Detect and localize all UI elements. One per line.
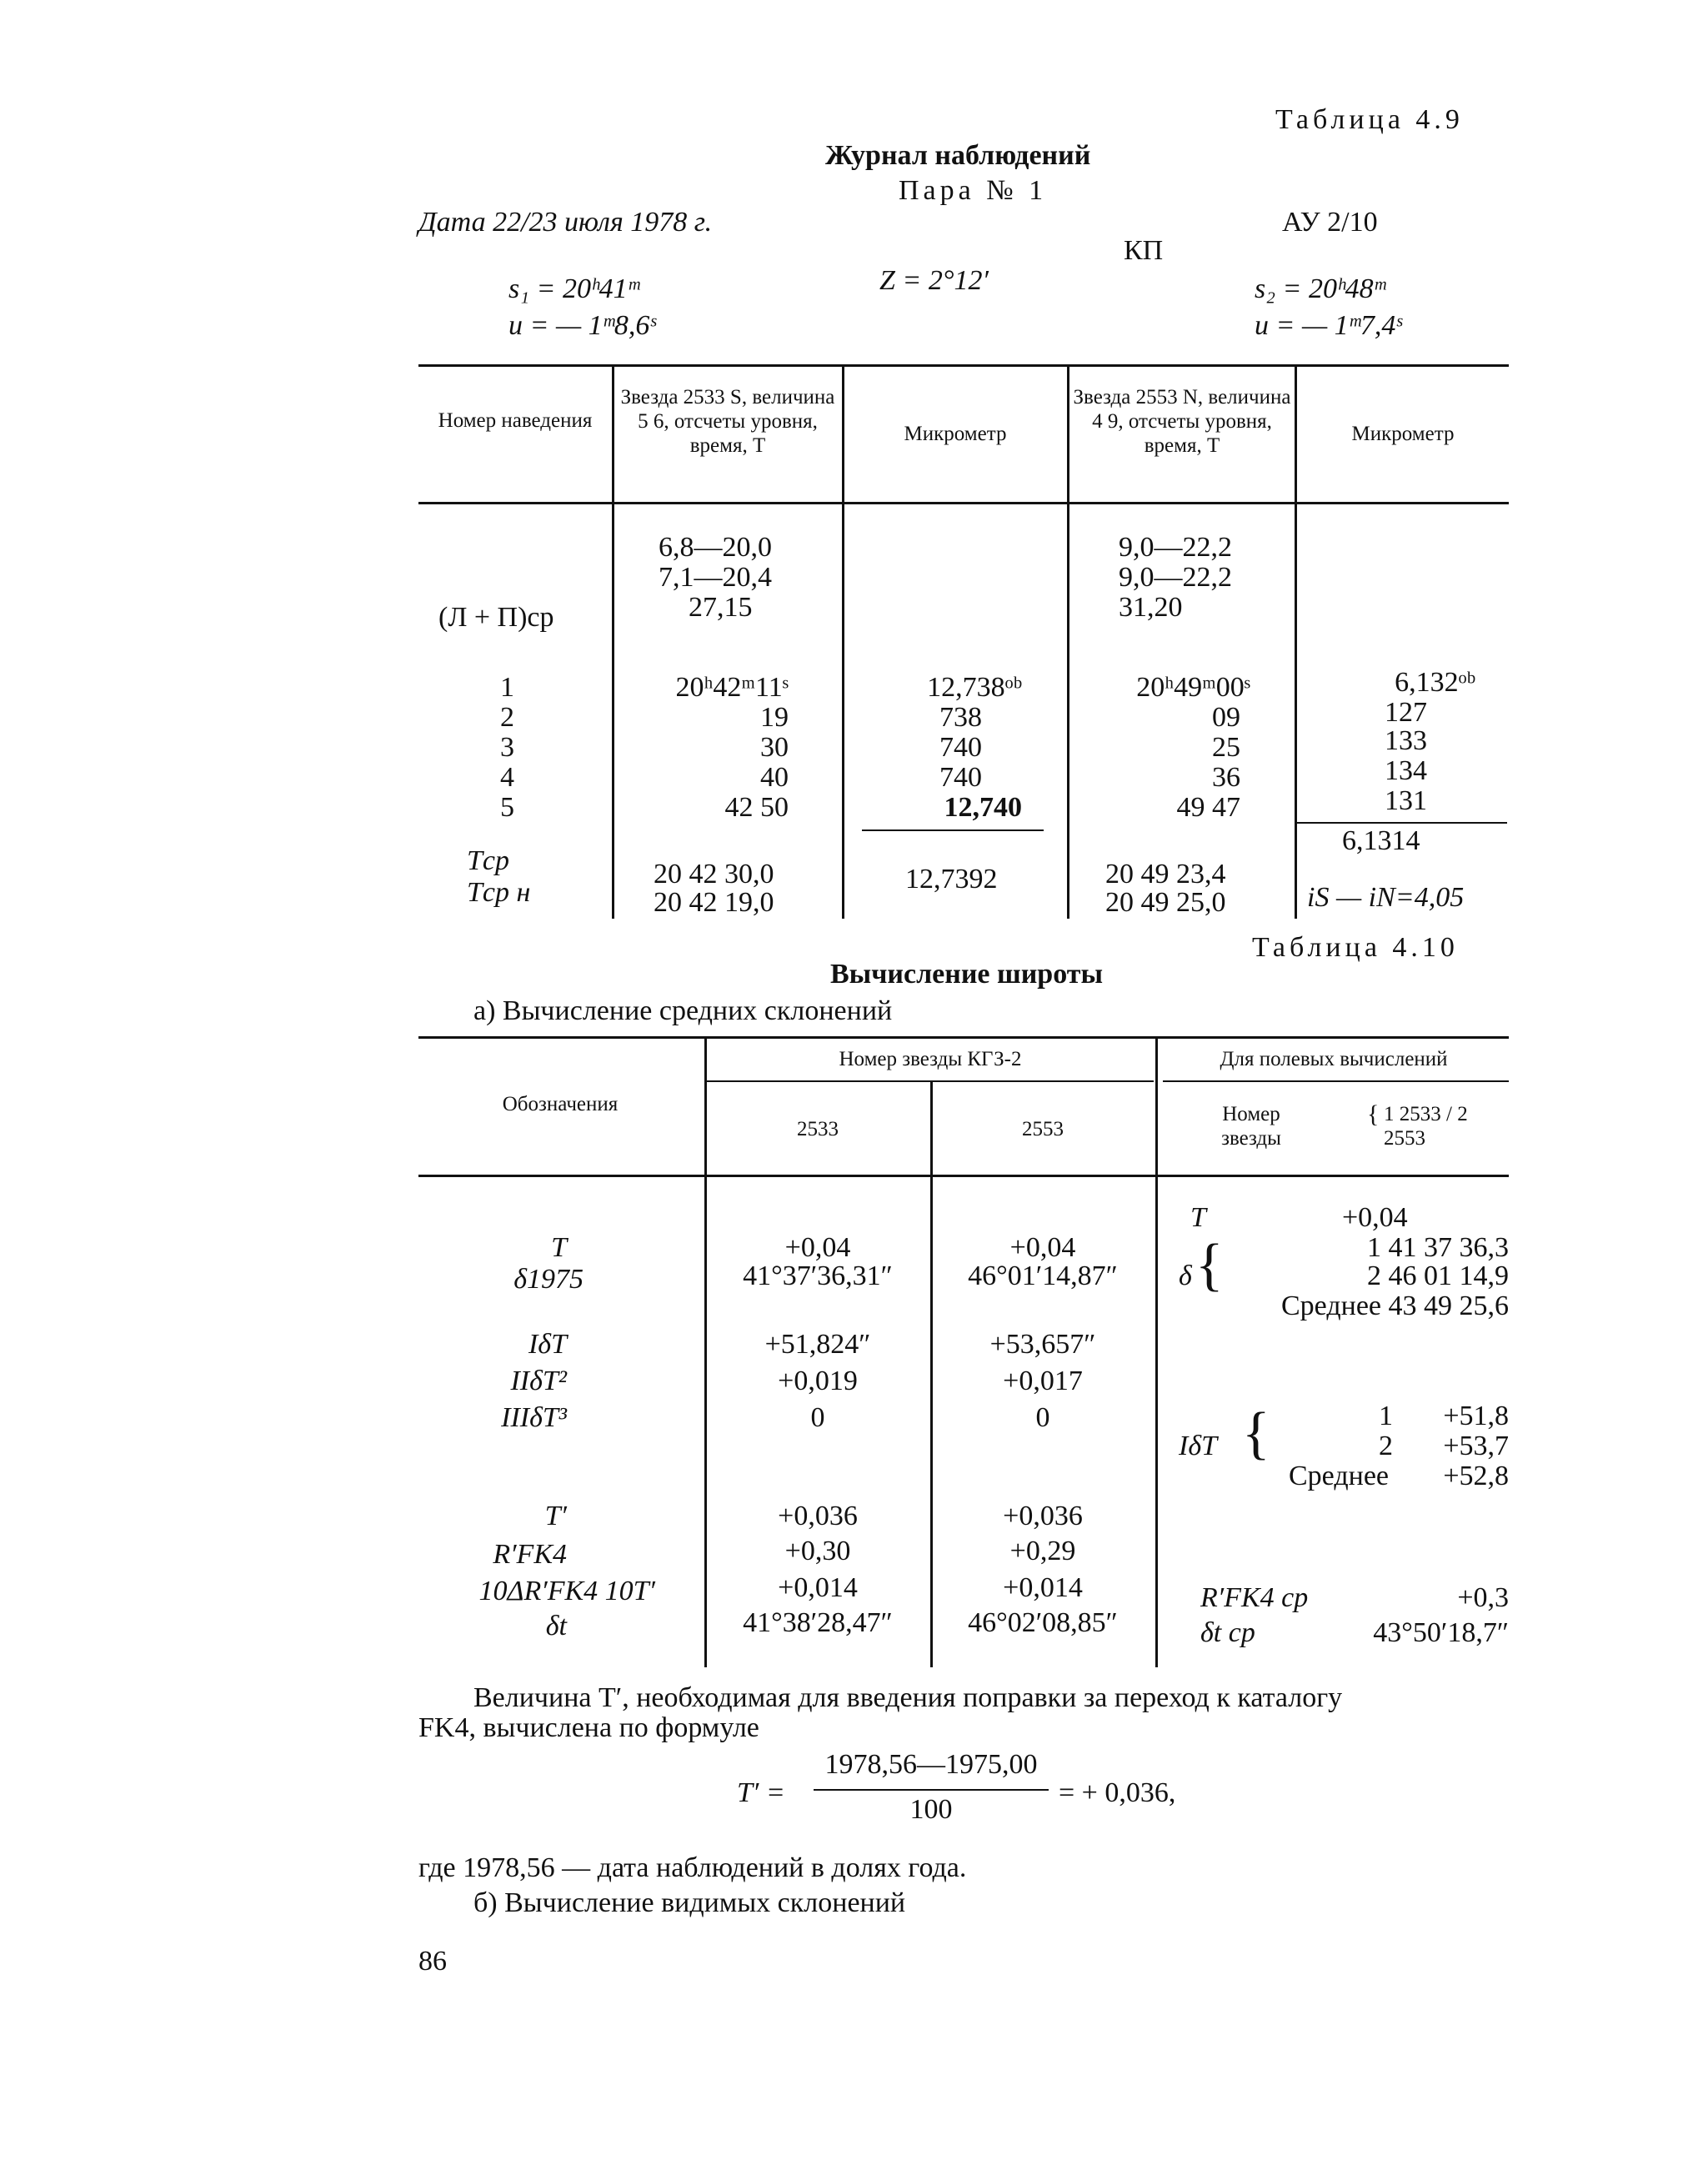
field-r-value: +0,3 (1457, 1582, 1509, 1613)
micrometer-s: 738 (939, 702, 982, 733)
designation: δt (545, 1611, 567, 1641)
field-idt-1-val: +51,8 (1443, 1401, 1509, 1431)
value-2533: 41°37′36,31″ (743, 1260, 893, 1291)
table-4-10-top-rule (418, 1036, 1509, 1039)
designation: R′FK4 (493, 1539, 567, 1570)
micrometer-n: 134 (1385, 755, 1427, 786)
header-star-label: Номер звезды (1221, 1103, 1281, 1150)
row-number: 3 (500, 732, 514, 763)
time-n: 25 (1212, 732, 1240, 763)
table-4-10-label: Таблица 4.10 (1252, 932, 1459, 963)
value-2533: +51,824″ (764, 1329, 871, 1360)
s2-value: s₂ = 20ʰ48ᵐ (1255, 273, 1385, 304)
paragraph-1: Величина T′, необходимая для введения поправки за переход к каталогу (473, 1682, 1343, 1713)
field-idt-brace: { (1242, 1401, 1270, 1466)
designation: IIδT² (510, 1366, 567, 1396)
fraction-bar (814, 1789, 1049, 1791)
level-mean-label: (Л + П)ср (438, 602, 554, 633)
table-4-9-header-rule (418, 502, 1509, 504)
pair-number: Пара № 1 (899, 175, 1048, 206)
page-number: 86 (418, 1946, 447, 1977)
field-dt-value: 43°50′18,7″ (1373, 1617, 1509, 1648)
micrometer-mean-s: 12,7392 (905, 864, 998, 895)
time-s: 30 (760, 732, 789, 763)
micrometer-n: 6,132ᵒᵇ (1395, 667, 1475, 698)
field-idt-mean-val: +52,8 (1443, 1461, 1509, 1491)
t-mean-n-s: 20 42 19,0 (654, 887, 774, 918)
value-2533: 41°38′28,47″ (743, 1607, 893, 1638)
level-s-2: 7,1—20,4 (659, 562, 772, 593)
table-4-10-subtitle: а) Вычисление средних склонений (473, 995, 893, 1026)
u1-value: u = — 1ᵐ8,6ˢ (508, 310, 656, 341)
field-idt-1-num: 1 (1379, 1401, 1393, 1431)
row-number: 2 (500, 702, 514, 733)
level-s-1: 6,8—20,0 (659, 532, 772, 563)
header-micrometer-1: Микрометр (904, 423, 1007, 445)
table-4-9-divider (1067, 367, 1069, 919)
header-2553: 2553 (1022, 1118, 1064, 1140)
row-number: 1 (500, 672, 514, 703)
table-4-9-title: Журнал наблюдений (825, 140, 1091, 171)
level-s-mean: 27,15 (689, 592, 753, 623)
star-number-rule (705, 1080, 1154, 1082)
value-2533: +0,036 (778, 1501, 858, 1531)
formula-lhs: T′ = (737, 1777, 785, 1808)
designation: IδT (528, 1329, 567, 1360)
time-n: 36 (1212, 762, 1240, 793)
table-4-10-divider (1155, 1039, 1158, 1667)
value-2533: 0 (810, 1402, 825, 1433)
value-2553: +0,29 (1009, 1536, 1076, 1566)
field-delta-brace: { (1195, 1233, 1224, 1297)
header-designations: Обозначения (502, 1093, 619, 1115)
header-star-2553: Звезда 2553 N, величина 4 9, отсчеты уровня, время, T (1073, 386, 1291, 457)
field-delta-label: δ (1179, 1260, 1192, 1291)
field-idt-mean-label: Среднее (1289, 1461, 1389, 1491)
level-n-mean: 31,20 (1119, 592, 1183, 623)
designation: T (551, 1232, 567, 1263)
value-2533: +0,019 (778, 1366, 858, 1396)
micrometer-n: 131 (1385, 785, 1427, 816)
level-n-2: 9,0—22,2 (1119, 562, 1232, 593)
micrometer-s: 740 (939, 762, 982, 793)
micrometer-s: 740 (939, 732, 982, 763)
field-delta-mean: Среднее 43 49 25,6 (1281, 1290, 1509, 1321)
table-4-9-divider (612, 367, 614, 919)
table-4-9-divider (1295, 367, 1297, 919)
header-star-number: Номер звезды КГЗ-2 (839, 1048, 1022, 1070)
value-2553: 46°02′08,85″ (968, 1607, 1118, 1638)
field-delta-2: 2 46 01 14,9 (1367, 1260, 1509, 1291)
kp-label: КП (1124, 235, 1164, 266)
table-4-10-header-rule (418, 1175, 1509, 1177)
t-mean-n-n: 20 49 25,0 (1105, 887, 1226, 918)
designation: 10ΔR′FK4 10T′ (478, 1576, 655, 1606)
header-star-2533: Звезда 2533 S, величина 5 6, отсчеты уровня, время, T (620, 386, 835, 457)
value-2553: +0,017 (1003, 1366, 1083, 1396)
table-4-9-divider (842, 367, 844, 919)
designation: T′ (544, 1501, 567, 1531)
value-2553: +0,014 (1003, 1572, 1083, 1603)
table-4-9-label: Таблица 4.9 (1275, 104, 1464, 135)
formula-numerator: 1978,56—1975,00 (824, 1749, 1038, 1780)
value-2533: +0,014 (778, 1572, 858, 1603)
level-n-1: 9,0—22,2 (1119, 532, 1232, 563)
micrometer-n: 127 (1385, 697, 1427, 728)
row-number: 4 (500, 762, 514, 793)
paragraph-1b: FK4, вычислена по формуле (418, 1712, 759, 1743)
paragraph-2: где 1978,56 — дата наблюдений в долях года. (418, 1852, 967, 1883)
field-t-value: +0,04 (1342, 1202, 1408, 1233)
field-t-label: T (1190, 1202, 1206, 1233)
instrument: АУ 2/10 (1282, 207, 1378, 238)
micrometer-s: 12,738ᵒᵇ (927, 672, 1022, 703)
sum-rule-s (862, 829, 1044, 831)
time-s: 42 50 (724, 792, 789, 823)
field-idt-2-val: +53,7 (1443, 1431, 1509, 1461)
header-2533: 2533 (797, 1118, 839, 1140)
micrometer-n-mean: 6,1314 (1342, 825, 1420, 856)
time-n: 09 (1212, 702, 1240, 733)
time-n: 20ʰ49ᵐ00ˢ (1136, 672, 1250, 703)
is-minus-in: iS — iN=4,05 (1307, 882, 1465, 913)
time-s: 20ʰ42ᵐ11ˢ (675, 672, 789, 703)
field-rule (1163, 1080, 1509, 1082)
field-delta-1: 1 41 37 36,3 (1367, 1232, 1509, 1263)
t-mean-n: 20 49 23,4 (1105, 859, 1226, 890)
designation: IIIδT³ (501, 1402, 567, 1433)
value-2553: +0,036 (1003, 1501, 1083, 1531)
formula-rhs: = + 0,036, (1059, 1777, 1176, 1808)
value-2553: +53,657″ (989, 1329, 1096, 1360)
value-2533: +0,04 (784, 1232, 851, 1263)
field-idt-2-num: 2 (1379, 1431, 1393, 1461)
paragraph-3: б) Вычисление видимых склонений (473, 1887, 906, 1918)
header-stars-pair: 1 2533 / 2 2553 (1384, 1103, 1468, 1150)
s1-value: s₁ = 20ʰ41ᵐ (508, 273, 639, 304)
micrometer-s: 12,740 (944, 792, 1022, 823)
time-s: 19 (760, 702, 789, 733)
formula-denominator: 100 (909, 1794, 953, 1825)
value-2553: +0,04 (1009, 1232, 1076, 1263)
header-micrometer-2: Микрометр (1351, 423, 1455, 445)
z-value: Z = 2°12′ (879, 265, 989, 296)
header-pointing-number: Номер наведения (438, 409, 593, 432)
time-s: 40 (760, 762, 789, 793)
table-4-10-title: Вычисление широты (830, 959, 1104, 990)
field-idt-label: IδT (1179, 1431, 1218, 1461)
field-r-label: R′FK4 ср (1200, 1582, 1309, 1613)
designation: δ1975 (513, 1264, 584, 1295)
field-dt-label: δt ср (1200, 1617, 1255, 1648)
t-mean-s: 20 42 30,0 (654, 859, 774, 890)
header-brace: { (1367, 1100, 1380, 1128)
t-mean-n-label: Tср н (467, 877, 531, 908)
value-2553: 46°01′14,87″ (968, 1260, 1118, 1291)
header-field: Для полевых вычислений (1220, 1048, 1448, 1070)
sum-rule-n (1297, 822, 1507, 824)
value-2553: 0 (1035, 1402, 1050, 1433)
row-number: 5 (500, 792, 514, 823)
table-4-9-top-rule (418, 364, 1509, 367)
t-mean-label: Tср (467, 845, 509, 876)
micrometer-n: 133 (1385, 725, 1427, 756)
u2-value: u = — 1ᵐ7,4ˢ (1255, 310, 1402, 341)
observation-date: Дата 22/23 июля 1978 г. (418, 207, 713, 238)
time-n: 49 47 (1176, 792, 1240, 823)
value-2533: +0,30 (784, 1536, 851, 1566)
